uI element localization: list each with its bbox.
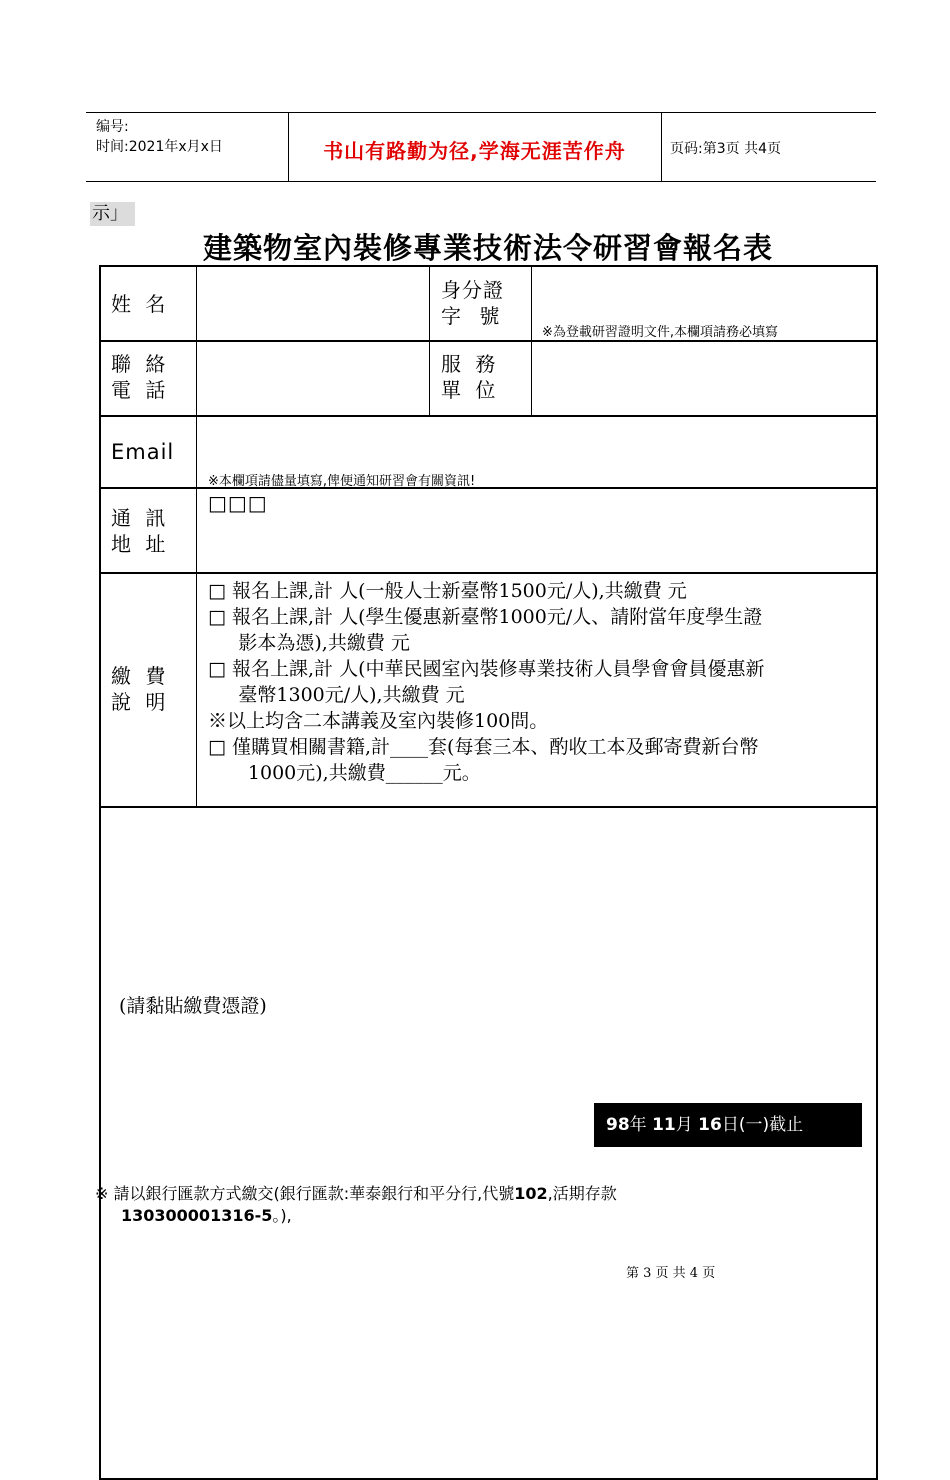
deadline-year: 98 [606, 1115, 630, 1135]
fee-item-general[interactable]: □ 報名上課,計 人(一般人士新臺幣1500元/人),共繳費 元 [208, 580, 687, 602]
fee-item-member[interactable]: □ 報名上課,計 人(中華民國室內裝修專業技術人員學會會員優惠新臺幣1300元/人),共繳費 元 [208, 658, 765, 706]
fee-note: ※以上均含二本講義及室內裝修100問。 [208, 710, 549, 732]
header-divider [661, 113, 662, 181]
phone-label-line2: 電 話 [111, 378, 170, 402]
page-header [86, 112, 876, 182]
deadline-year-unit: 年 [629, 1115, 647, 1135]
paste-receipt-text: (請黏貼繳費憑證) [119, 995, 267, 1017]
id-label [441, 277, 505, 329]
deadline-day: 16 [698, 1115, 722, 1135]
deadline-day-unit: 日(一)截止 [721, 1115, 804, 1135]
fee-label-line1: 繳 費 [111, 664, 170, 688]
address-label-line2: 地 址 [111, 532, 170, 556]
column-divider [429, 267, 430, 416]
email-label: Email [111, 440, 175, 464]
account-number: 130300001316-5 [121, 1206, 273, 1225]
page-footer: 第 3 页 共 4 页 [626, 1266, 716, 1281]
note-text: ,活期存款 [547, 1184, 617, 1203]
time-label: 时间:2021年x月x日 [96, 139, 223, 155]
address-label-line1: 通 訊 [111, 506, 170, 530]
row-divider [101, 806, 877, 808]
fee-section [101, 574, 877, 806]
unit-label [441, 351, 499, 403]
fee-item-books[interactable]: □ 僅購買相關書籍,計____套(每套三本、酌收工本及郵寄費新台幣1000元),共繳費______元。 [208, 736, 759, 784]
phone-label [111, 351, 169, 403]
email-note: ※本欄項請儘量填寫,俾便通知研習會有關資訊! [208, 474, 476, 489]
phone-field[interactable] [197, 342, 429, 415]
form-title: 建築物室內裝修專業技術法令研習會報名表 [202, 231, 773, 265]
number-label: 编号: [96, 119, 129, 135]
postal-code-boxes[interactable]: □□□ [208, 491, 268, 515]
header-info [96, 117, 223, 157]
note-line-1 [95, 1183, 855, 1205]
address-label [111, 505, 169, 557]
address-field[interactable] [197, 517, 877, 572]
registration-form [99, 265, 878, 1480]
unit-label-line1: 服 務 [441, 352, 500, 376]
deadline-month: 11 [652, 1115, 676, 1135]
id-label-line1: 身分證 [441, 278, 504, 302]
deadline-month-unit: 月 [675, 1115, 693, 1135]
bank-code: 102 [514, 1184, 548, 1203]
unit-label-line2: 單 位 [441, 378, 500, 402]
fee-label-line2: 說 明 [111, 690, 170, 714]
text-fragment: 示」 [90, 202, 135, 226]
deadline-badge [594, 1103, 862, 1147]
id-label-line2: 字 號 [441, 304, 506, 328]
unit-field[interactable] [532, 342, 877, 415]
fee-item-student[interactable]: □ 報名上課,計 人(學生優惠新臺幣1000元/人、請附當年度學生證影本為憑),共繳費 元 [208, 606, 763, 654]
id-note: ※為登載研習證明文件,本欄項請務必填寫 [542, 325, 779, 340]
payment-note [95, 1183, 855, 1227]
header-motto: 书山有路勤为径,学海无涯苦作舟 [323, 139, 626, 163]
name-label: 姓 名 [111, 292, 170, 316]
note-text: 。), [272, 1206, 292, 1225]
note-text: ※ 請以銀行匯款方式繳交(銀行匯款:華泰銀行和平分行,代號 [95, 1184, 515, 1203]
fee-items [208, 578, 773, 786]
note-line-2 [95, 1205, 855, 1227]
name-field[interactable] [197, 267, 429, 340]
phone-label-line1: 聯 絡 [111, 352, 170, 376]
page-number-label: 页码:第3页 共4页 [670, 141, 781, 157]
